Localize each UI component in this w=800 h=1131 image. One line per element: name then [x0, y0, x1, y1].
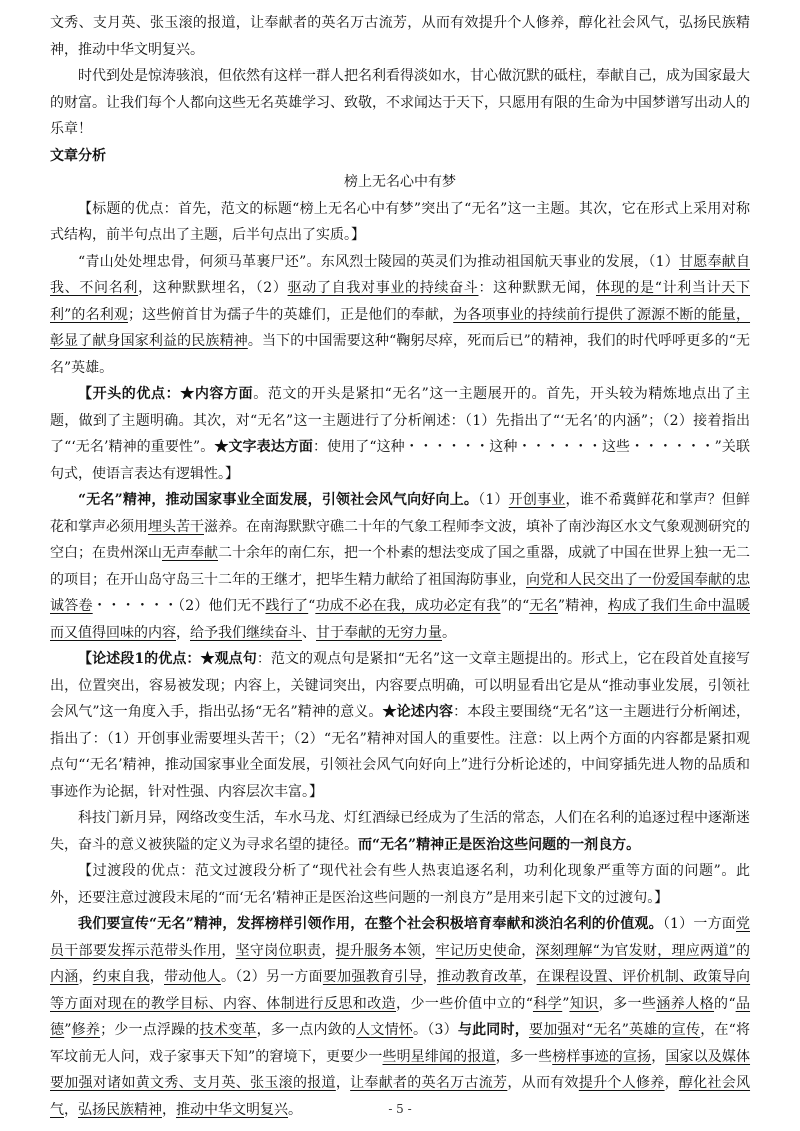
bold-phrase: 与此同时， [457, 1022, 529, 1038]
underlined-phrase: 提升个人修养 [578, 1075, 665, 1091]
underlined-phrase: 让奉献者的英名万古流芳 [350, 1075, 508, 1091]
text-run: ，这种默默埋名，（2） [138, 280, 288, 296]
underlined-phrase: 提升服务本领 [335, 942, 422, 959]
text-run: ，在“将军坟前无人问，戏子家事天下知”的窘境下，更要少一 [50, 1022, 751, 1065]
note-title-paragraph: 【标题的优点：首先，范文的标题“榜上无名心中有梦”突出了“无名”这一主题。其次，它在形式上采用对称式结构，前半句点出了主题，后半句点出了实质。】 [50, 200, 750, 243]
text-run: ， [521, 942, 536, 959]
text-run: 【开头的优点： [78, 386, 181, 402]
text-run: 。 [288, 1101, 302, 1118]
text-run: ， [78, 969, 93, 985]
underlined-phrase: 涵养人格 [656, 995, 715, 1012]
text-run: ；这些俯首甘为孺子牛的英雄们，正是他们的奉献， [128, 306, 454, 323]
underlined-phrase: 人文情怀 [356, 1022, 414, 1038]
underlined-phrase: 修养 [71, 1022, 101, 1038]
text-run: “青山处处埋忠骨，何须马革裹尸还”。东风烈士陵园的英灵们为推动祖国航天事业的发展，（1） [78, 253, 680, 270]
text-run: ， [162, 1101, 176, 1118]
text-run: ， [421, 942, 436, 959]
text-run: ，少一些价值中立的“ [396, 995, 533, 1012]
text-run: 。（2）另一方面 [221, 969, 323, 985]
underlined-phrase: 开创事业 [508, 492, 566, 508]
text-run: ， [176, 624, 190, 641]
underlined-phrase: 坚守岗位职责 [235, 942, 322, 959]
text-run: ，多一些 [598, 995, 657, 1012]
era-paragraph: 时代到处是惊涛骇浪，但依然有这样一群人把名利看得淡如水，甘心做沉默的砥柱，奉献自己，成为国家最大的财富。让我们每个人都向这些无名英雄学习、致敬，不求闻达于天下，只愿用有限的生命为中国梦谱写出动人的乐章！ [50, 68, 750, 137]
bold-phrase: 我们要宣传“无名”精神，发挥榜样引领作用，在整个社会积极培育奉献和淡泊名利的价值观。 [78, 916, 663, 932]
page-number: - 5 - [388, 1102, 412, 1116]
text-run: ，多一些 [495, 1048, 553, 1065]
text-run: 。 [442, 624, 456, 641]
underlined-phrase: 党员干部要发挥示范带头作用 [50, 916, 750, 959]
underlined-phrase: 践行了 [265, 598, 309, 614]
text-run: （1） [478, 492, 509, 508]
underlined-phrase: 体现的是“计利当计天下利”的名利观 [50, 280, 750, 323]
bold-phrase: ★内容方面 [180, 386, 254, 402]
text-run: “ [308, 598, 316, 614]
bold-phrase: “无名”精神，推动国家事业全面发展，引领社会风气向好向上。 [78, 492, 479, 508]
underlined-phrase: 深刻理解“为官发财，理应两道”的内涵 [50, 942, 751, 985]
text-run: ，从而有效 [507, 1075, 579, 1091]
text-run: 。范文的开头是紧扣“无名”这一主题展开的。首先，开头较为精炼地点出了主题，做到了主题明确。其次，对“无名”这一主题进行了分析阐述：（1）先指出了“‘无名’的内涵”；（2）接着指出了“‘无名’精神的重要性”。 [50, 386, 751, 455]
text-run: ” [64, 1022, 72, 1038]
section-label: 文章分析 [50, 147, 106, 164]
underlined-phrase: 醇化社会风气 [50, 1075, 751, 1118]
text-run: ・・・・・・（2）他们无不 [92, 598, 266, 614]
text-run: ：本段主要围绕“无名”这一主题进行分析阐述，指出了：（1）开创事业需要埋头苦干；（2）“无名”精神对国人的重要性。注意：以上两个方面的内容都是紧扣观点句“‘无名’精神，推动国家事业全面发展，引领社会风气向好向上”进行分析论述的，中间穿插先进人物的品质和事迹作为论据，针对性强、内容层次丰富。】 [50, 704, 750, 800]
text-run: ：范文的观点句是紧扣“无名”这一文章主题提出的。形式上，它在段首处直接写出，位置突出，容易被发现；内容上，关键词突出，内容要点明确，可以明显看出它是从“推动事业发展，引领社会风气”这一角度入手，指出弘扬“无名”精神的意义。 [50, 651, 750, 720]
underlined-phrase: 弘扬民族精神 [78, 1101, 162, 1118]
essay-title: 榜上无名心中有梦 [344, 174, 456, 190]
text-run: ：这种默默无闻， [478, 280, 596, 296]
text-run: ， [422, 969, 437, 985]
note-argument-paragraph [50, 646, 750, 805]
underlined-phrase: 向党和人民交出了一份爱国奉献的忠诚答卷 [50, 571, 750, 614]
text-run: 。当下的中国需要这种“鞠躬尽瘁，死而后已”的精神，我们的时代呼呼更多的“无名”英雄。 [50, 333, 750, 376]
tech-paragraph [50, 805, 750, 858]
underlined-phrase: 推动中华文明复兴 [176, 1101, 288, 1118]
underlined-phrase: 给予我们继续奋斗 [190, 624, 302, 641]
underlined-phrase: 驱动了自我对事业的持续奋斗 [287, 280, 479, 296]
text-run: ，多一点内敛的 [256, 1022, 357, 1038]
text-run: ， [221, 942, 236, 959]
bold-phrase: ★观点句 [200, 651, 257, 667]
qingshan-paragraph [50, 249, 750, 382]
underlined-phrase: 功成不必在我，成功必定有我 [315, 598, 501, 614]
text-run: 滋养。在南海默默守礁二十年的气象工程师李文波，填补了南沙海区水文气象观测研究的空白；在贵州深山 [50, 518, 750, 561]
underlined-phrase: 无声奉献 [162, 545, 218, 561]
text-run: 【论述段1的优点： [78, 651, 201, 667]
underlined-phrase: 甘愿奉献自我、不问名利 [50, 253, 750, 296]
underlined-phrase: 知识 [569, 995, 599, 1012]
underlined-phrase: 科学 [532, 995, 563, 1012]
underlined-phrase: 带动他人 [164, 969, 221, 985]
text-run: ， [664, 1075, 679, 1091]
text-run: 。（3） [413, 1022, 458, 1038]
text-run: 科技门新月异，网络改变生活，车水马龙、灯红酒绿已经成为了生活的常态，人们在名利的追逐过程中逐渐迷失，奋斗的意义被狭隘的定义为寻求名望的捷径。 [50, 810, 750, 853]
bold-phrase: 而“无名”精神正是医治这些问题的一剂良方。 [358, 836, 641, 853]
text-run: （1）一方面 [662, 916, 736, 932]
text-run: ” [562, 995, 570, 1012]
text-run: 的“ [714, 995, 736, 1012]
text-run: ”精神， [557, 598, 608, 614]
text-run: ，谁不希冀鲜花和掌声？但鲜花和掌声必须用 [50, 492, 751, 535]
intro-tail-paragraph: 文秀、支月英、张玉滚的报道，让奉献者的英名万古流芳，从而有效提升个人修养，醇化社会风气，弘扬民族精神，推动中华文明复兴。 [50, 15, 750, 58]
underlined-phrase: 无名 [529, 598, 558, 614]
text-run: ， [321, 942, 336, 959]
underlined-phrase: 甘于奉献的无穷力量 [316, 624, 442, 641]
underlined-phrase: 要加强对“无名”英雄的宣传 [528, 1022, 701, 1038]
text-run: ：使用了“这种・・・・・・这种・・・・・・这些・・・・・・”关联句式，使语言表达有逻辑性。】 [50, 439, 751, 482]
underlined-phrase: 技术变革 [199, 1022, 257, 1038]
text-run: ；少一点浮躁的 [100, 1022, 200, 1038]
bold-phrase: ★论述内容 [382, 704, 454, 720]
text-run: ， [651, 1048, 666, 1065]
underlined-phrase: 些明星绯闻的报道 [382, 1048, 496, 1065]
underlined-phrase: 要加强教育引导 [322, 969, 423, 985]
underlined-phrase: 约束自我 [92, 969, 150, 985]
underlined-phrase: 牢记历史使命 [435, 942, 522, 959]
underlined-phrase: 为各项事业的持续前行提供了源源不断的能量，彰显了献身国家利益的民族精神 [50, 306, 751, 349]
bold-phrase: ★文字表达方面 [214, 439, 313, 455]
text-run: ， [522, 969, 537, 985]
document-page [50, 10, 750, 1123]
text-run: ， [335, 1075, 351, 1091]
note-transition-paragraph: 【过渡段的优点：范文过渡段分析了“现代社会有些人热衷追逐名利，功利化现象严重等方面的问题”。此外，还要注意过渡段末尾的“而‘无名’精神正是医治这些问题的一剂良方”是用来引起下文的过渡句。】 [50, 863, 750, 906]
publicize-paragraph [50, 911, 750, 1123]
underlined-phrase: 埋头苦干 [148, 518, 204, 535]
underlined-phrase: 构成了我们生命中温暖而又值得回味的内容 [50, 598, 750, 641]
note-opening-paragraph [50, 381, 750, 487]
underlined-phrase: 国家以及媒体要加强对诸如黄文秀、支月英、张玉滚的报道 [50, 1048, 751, 1091]
text-run: 二十余年的南仁东，把一个朴素的想法变成了国之重器，成就了中国在世界上独一无二的项目；在开山岛守岛三十二年的王继才，把毕生精力献给了祖国海防事业， [50, 545, 750, 588]
wuming-paragraph [50, 487, 750, 646]
text-run: ， [149, 969, 164, 985]
text-run: ， [64, 1101, 78, 1118]
text-run: 、 [302, 624, 316, 641]
underlined-phrase: 品德 [50, 995, 751, 1038]
text-run: ”的“ [500, 598, 530, 614]
underlined-phrase: 在课程设置、评价机制、政策导向等方面对现在的教学目标、内容、体制进行反思和改造 [50, 969, 751, 1012]
underlined-phrase: 推动教育改革 [436, 969, 523, 985]
underlined-phrase: 榜样事迹的宣扬 [552, 1048, 652, 1065]
